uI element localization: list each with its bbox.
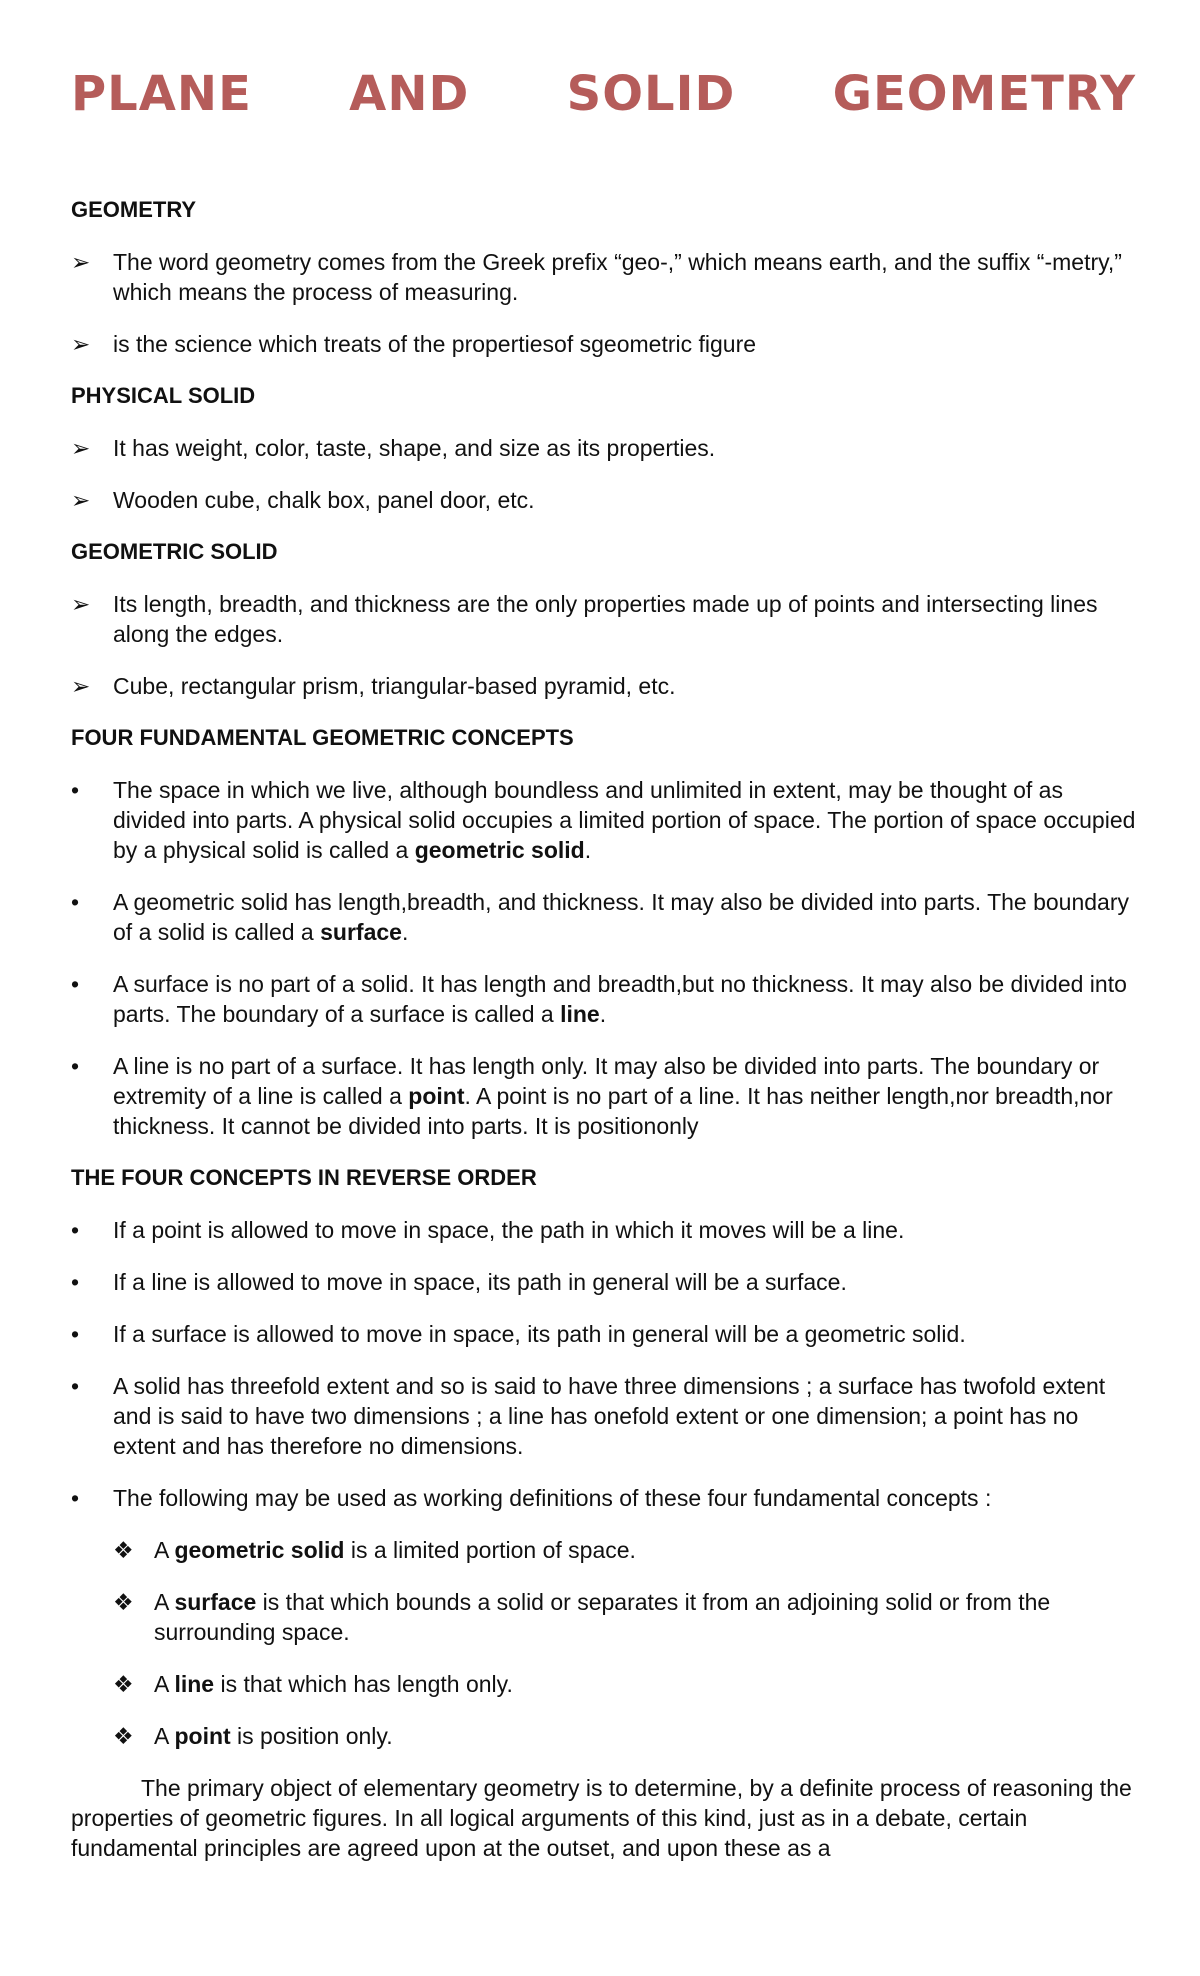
definition-text: A point is position only. [154, 1723, 393, 1749]
list-item [71, 887, 1141, 947]
title-word: PLANE [71, 66, 252, 122]
bullet-icon: • [71, 1269, 80, 1295]
bullet-icon: • [71, 889, 80, 915]
section-heading-geometric-solid: GEOMETRIC SOLID [71, 539, 278, 564]
document-body [71, 195, 1141, 1863]
list-item-text: The word geometry comes from the Greek prefix “geo-,” which means earth, and the suffix “-metry,” which means the process of measuring. [113, 249, 1122, 305]
list-item-text: The following may be used as working definitions of these four fundamental concepts : [113, 1485, 992, 1511]
arrow-bullet-icon: ➢ [71, 487, 91, 513]
document-title [71, 66, 1136, 122]
list-item-text: If a point is allowed to move in space, the path in which it moves will be a line. [113, 1217, 905, 1243]
list-item-text: Its length, breadth, and thickness are the only properties made up of points and intersecting lines along the edges. [113, 591, 1098, 647]
arrow-bullet-icon: ➢ [71, 249, 91, 275]
key-term: geometric solid [174, 1537, 345, 1563]
bullet-icon: • [71, 971, 80, 997]
list-item [71, 247, 1141, 307]
list-item [71, 1051, 1141, 1141]
list-item-text: Cube, rectangular prism, triangular-based pyramid, etc. [113, 673, 676, 699]
bullet-icon: • [71, 1321, 80, 1347]
key-term: point [174, 1723, 231, 1749]
key-term: surface [174, 1589, 257, 1615]
arrow-bullet-icon: ➢ [71, 591, 91, 617]
key-term: surface [320, 919, 402, 945]
definition-item [71, 1587, 1141, 1647]
diamond-bullet-icon: ❖ [113, 1671, 134, 1697]
key-term: line [174, 1671, 215, 1697]
list-item [71, 1267, 1141, 1297]
list-item [71, 329, 1141, 359]
list-item [71, 1215, 1141, 1245]
closing-paragraph: The primary object of elementary geometry is to determine, by a definite process of reasoning the properties of geometric figures. In all logical arguments of this kind, just as in a debate, certain fundamental principles are agreed upon at the outset, and upon these as a [71, 1775, 1132, 1861]
list-item-text: A geometric solid has length,breadth, and thickness. It may also be divided into parts. The boundary of a solid is called a surface. [113, 889, 1130, 945]
title-word: SOLID [566, 66, 736, 122]
definition-item [71, 1535, 1141, 1565]
list-item-text: It has weight, color, taste, shape, and size as its properties. [113, 435, 716, 461]
list-item [71, 1483, 1141, 1513]
list-item-text: Wooden cube, chalk box, panel door, etc. [113, 487, 535, 513]
list-item-text: A surface is no part of a solid. It has length and breadth,but no thickness. It may also be divided into parts. The boundary of a surface is called a line. [113, 971, 1127, 1027]
bullet-icon: • [71, 1217, 80, 1243]
definition-text: A surface is that which bounds a solid or separates it from an adjoining solid or from the surrounding space. [154, 1589, 1051, 1645]
section-heading-fundamental-concepts: FOUR FUNDAMENTAL GEOMETRIC CONCEPTS [71, 725, 574, 750]
title-word: AND [349, 66, 470, 122]
definition-text: A line is that which has length only. [154, 1671, 513, 1697]
diamond-bullet-icon: ❖ [113, 1537, 134, 1563]
definition-text: A geometric solid is a limited portion of space. [154, 1537, 636, 1563]
list-item [71, 485, 1141, 515]
key-term: geometric solid [414, 837, 585, 863]
bullet-icon: • [71, 1485, 80, 1511]
title-word: GEOMETRY [832, 66, 1136, 122]
list-item [71, 1319, 1141, 1349]
section-heading-reverse-order: THE FOUR CONCEPTS IN REVERSE ORDER [71, 1165, 537, 1190]
section-heading-geometry: GEOMETRY [71, 197, 197, 222]
list-item-text: is the science which treats of the propertiesof sgeometric figure [113, 331, 757, 357]
list-item-text: A solid has threefold extent and so is said to have three dimensions ; a surface has twofold extent and is said to have two dimensions ; a line has onefold extent or one dimension; a point has no extent and has therefore no dimensions. [113, 1373, 1106, 1459]
list-item [71, 969, 1141, 1029]
arrow-bullet-icon: ➢ [71, 331, 91, 357]
bullet-icon: • [71, 777, 80, 803]
section-heading-physical-solid: PHYSICAL SOLID [71, 383, 256, 408]
arrow-bullet-icon: ➢ [71, 673, 91, 699]
list-item-text: If a surface is allowed to move in space, its path in general will be a geometric solid. [113, 1321, 966, 1347]
list-item [71, 1371, 1141, 1461]
definition-item [71, 1721, 1141, 1751]
list-item [71, 671, 1141, 701]
diamond-bullet-icon: ❖ [113, 1723, 134, 1749]
key-term: line [560, 1001, 600, 1027]
diamond-bullet-icon: ❖ [113, 1589, 134, 1615]
bullet-icon: • [71, 1373, 80, 1399]
list-item [71, 775, 1141, 865]
key-term: point [408, 1083, 465, 1109]
list-item-text: If a line is allowed to move in space, its path in general will be a surface. [113, 1269, 847, 1295]
list-item-text: A line is no part of a surface. It has length only. It may also be divided into parts. The boundary or extremity of a line is called a point. A point is no part of a line. It has neither length,nor breadth,nor thickness. It cannot be divided into parts. It is positiononly [113, 1053, 1113, 1139]
bullet-icon: • [71, 1053, 80, 1079]
list-item [71, 433, 1141, 463]
list-item [71, 589, 1141, 649]
list-item-text: The space in which we live, although boundless and unlimited in extent, may be thought of as divided into parts. A physical solid occupies a limited portion of space. The portion of space occupied by a physical solid is called a geometric solid. [113, 777, 1136, 863]
definition-item [71, 1669, 1141, 1699]
arrow-bullet-icon: ➢ [71, 435, 91, 461]
